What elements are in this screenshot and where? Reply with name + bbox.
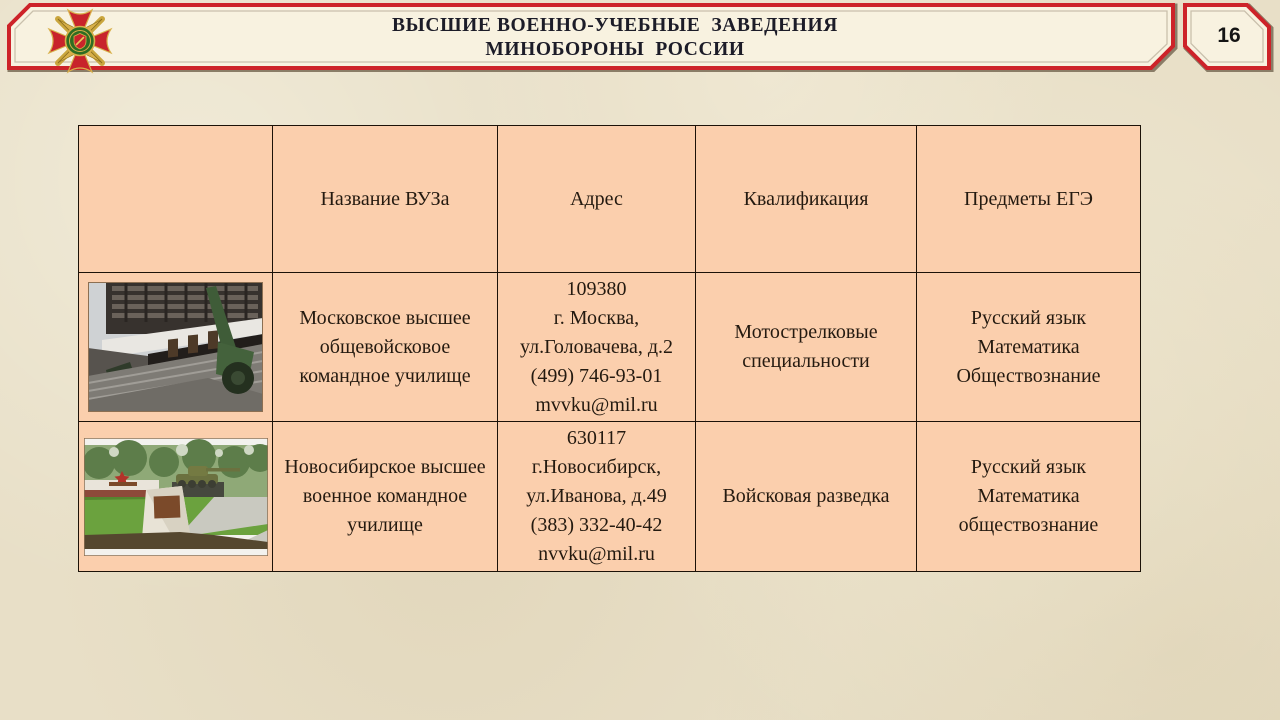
table-row2-photo-cell <box>79 422 273 572</box>
row2-ege-subject3: обществознание <box>958 514 1099 536</box>
header-cell-name: Название ВУЗа <box>273 126 498 273</box>
row1-qualification: Мотострелковые специальности <box>696 273 917 422</box>
row1-address-line5: mvvku@mil.ru <box>535 393 658 416</box>
table-row1-photo-cell <box>79 273 273 422</box>
row1-address-line4: (499) 746-93-01 <box>530 364 663 387</box>
header-cell-qualification: Квалификация <box>696 126 917 273</box>
military-emblem-icon <box>45 6 115 76</box>
row2-address-line3: ул.Иванова, д.49 <box>526 485 667 507</box>
row2-ege-subject1: Русский язык <box>970 456 1087 478</box>
header-cell-photo <box>79 126 273 273</box>
header-cell-ege: Предметы ЕГЭ <box>917 126 1141 273</box>
row2-address-line4: (383) 332-40-42 <box>530 514 663 536</box>
row1-address-line1: 109380 <box>566 277 627 300</box>
row1-ege-subject1: Русский язык <box>970 306 1087 329</box>
row2-ege <box>917 422 1141 572</box>
row2-address-line1: 630117 <box>566 427 627 449</box>
slide-title-line1: ВЫСШИЕ ВОЕННО-УЧЕБНЫЕ ЗАВЕДЕНИЯ <box>392 15 838 36</box>
row2-address-line2: г.Новосибирск, <box>531 456 662 478</box>
row1-address <box>498 273 696 422</box>
universities-table <box>78 125 1141 572</box>
row1-address-line3: ул.Головачева, д.2 <box>519 335 674 358</box>
row2-qualification: Войсковая разведка <box>696 422 917 572</box>
slide-title-line2: МИНОБОРОНЫ РОССИИ <box>485 39 745 60</box>
novosibirsk-memorial-photo <box>84 438 268 556</box>
header-cell-address: Адрес <box>498 126 696 273</box>
row1-name: Московское высшее общевойсковое командное училище <box>273 273 498 422</box>
row1-ege <box>917 273 1141 422</box>
row2-ege-subject2: Математика <box>977 485 1080 507</box>
row2-address-line5: nvvku@mil.ru <box>538 543 655 565</box>
row2-name: Новосибирское высшее военное командное училище <box>273 422 498 572</box>
slide-title <box>150 12 1080 64</box>
row1-address-line2: г. Москва, <box>553 306 640 329</box>
row1-ege-subject3: Обществознание <box>956 364 1101 387</box>
page-number: 16 <box>1217 24 1241 47</box>
row2-address <box>498 422 696 572</box>
row1-ege-subject2: Математика <box>977 335 1080 358</box>
moscow-school-photo <box>88 282 263 412</box>
